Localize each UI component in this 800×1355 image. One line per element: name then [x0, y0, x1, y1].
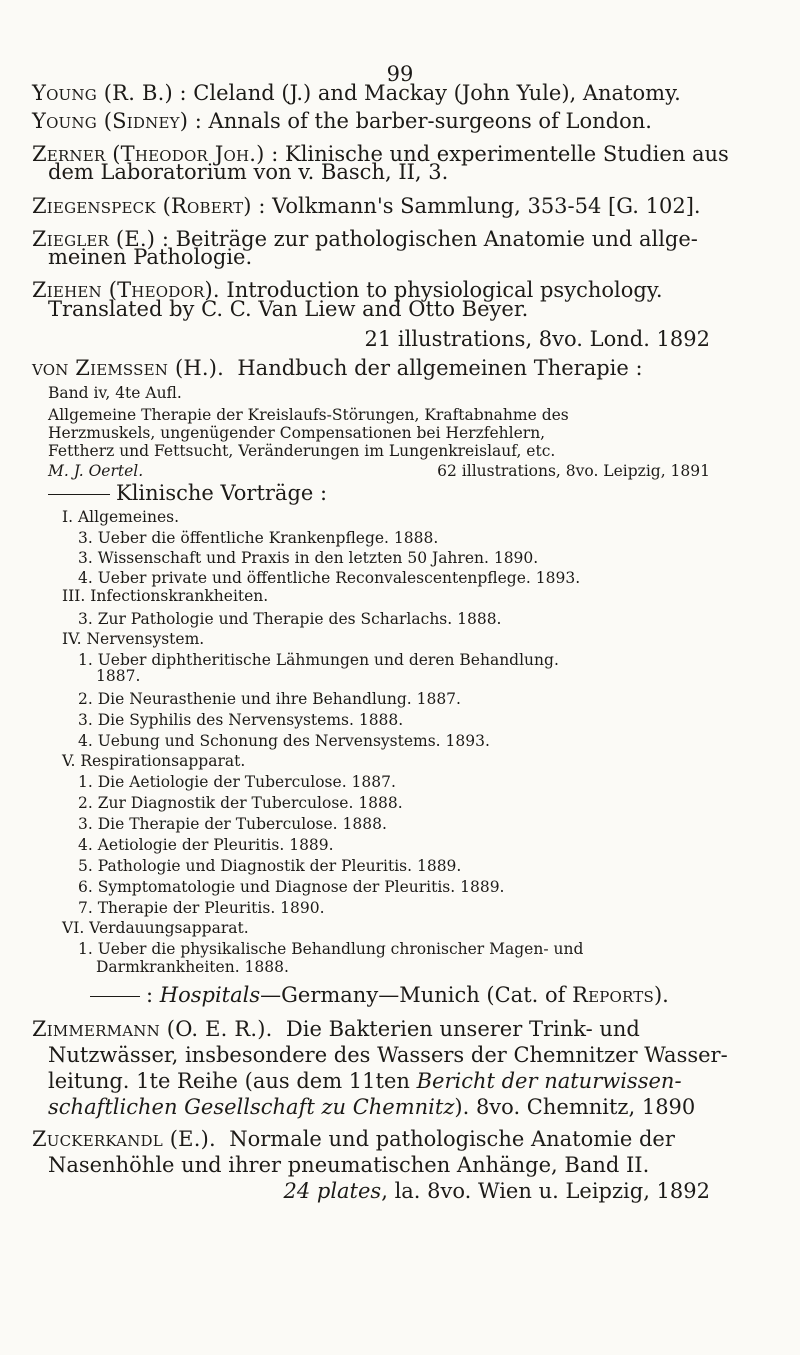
author-name: Ziegler (E.) [32, 227, 156, 251]
entry-ziemssen-imprint: 62 illustrations, 8vo. Leipzig, 1891 [437, 462, 710, 480]
contents-line: Fettherz und Fettsucht, Veränderungen im Lungenkreislauf, etc. [48, 442, 556, 460]
lecture-line: 5. Pathologie und Diagnostik der Pleuritis. 1889. [78, 857, 462, 875]
page-number: 99 [386, 62, 414, 86]
entry-text: : Klinische und experimentelle Studien aus [271, 142, 729, 166]
entry-text: Introduction to physiological psychology. [226, 278, 663, 302]
author-name: Zerner (Theodor Joh.) [32, 142, 265, 166]
section-heading: V. Respirationsapparat. [62, 752, 246, 770]
entry-ziehen-imprint [365, 326, 711, 352]
hospitals-entry: : Hospitals—Germany—Munich (Cat. of Reports). [90, 982, 669, 1008]
contents-line: Herzmuskels, ungenügender Compensationen bei Herzfehlern, [48, 424, 546, 442]
lecture-line: 4. Aetiologie der Pleuritis. 1889. [78, 836, 334, 854]
author-name: Zimmermann (O. E. R.). [32, 1017, 273, 1041]
series-title: schaftlichen Gesellschaft zu Chemnitz [48, 1095, 455, 1119]
entry-imprint: ). 8vo. Chemnitz, 1890 [454, 1095, 696, 1119]
lecture-line: 7. Therapie der Pleuritis. 1890. [78, 899, 325, 917]
lecture-line: 2. Die Neurasthenie und ihre Behandlung. 1887. [78, 690, 461, 708]
lecture-line: Darmkrankheiten. 1888. [96, 958, 289, 976]
entry-young-rb [32, 80, 681, 106]
section-heading: III. Infectionskrankheiten. [62, 587, 269, 605]
illustrations-count: 21 illustrations, 8vo. Lond. 1892 [364, 327, 710, 351]
lecture-line: 1. Ueber die physikalische Behandlung chronischer Magen- und [78, 940, 584, 958]
lecture-line: 3. Die Syphilis des Nervensystems. 1888. [78, 711, 404, 729]
ditto-rule [90, 996, 140, 997]
entry-ziegenspeck [32, 193, 701, 219]
entry-zuckerkandl-imprint: 24 plates, la. 8vo. Wien u. Leipzig, 1892 [283, 1179, 710, 1203]
volume-note: Band iv, 4te Aufl. [48, 384, 182, 402]
author-prefix: von [32, 356, 69, 380]
klinische-vortraege-heading: Klinische Vorträge : [48, 480, 327, 506]
entry-ziemssen [32, 355, 643, 381]
lecture-line: 6. Symptomatologie und Diagnose der Pleuritis. 1889. [78, 878, 505, 896]
section-heading: VI. Verdauungsapparat. [62, 919, 249, 937]
entry-text: leitung. 1te Reihe (aus dem 11ten Bericht der naturwissen- [48, 1069, 682, 1093]
author-name: Zuckerkandl (E.). [32, 1127, 216, 1151]
editor-name: M. J. Oertel. [48, 462, 144, 480]
author-name: Ziemssen (H.). [75, 356, 224, 380]
lecture-line: 3. Die Therapie der Tuberculose. 1888. [78, 815, 387, 833]
lecture-line: 3. Wissenschaft und Praxis in den letzten 50 Jahren. 1890. [78, 549, 539, 567]
lecture-line: 3. Zur Pathologie und Therapie des Scharlachs. 1888. [78, 610, 502, 628]
author-name: Young (R. B.) [32, 81, 173, 105]
entry-zuckerkandl: Zuckerkandl (E.). Normale und pathologische Anatomie der [32, 1127, 675, 1151]
entry-text [48, 1094, 695, 1120]
entry-text: Nutzwässer, insbesondere des Wassers der Chemnitzer Wasser- [48, 1043, 728, 1067]
entry-text: : Annals of the barber-surgeons of London. [194, 109, 652, 133]
ditto-rule [48, 494, 110, 495]
lecture-line: 1. Ueber diphtheritische Lähmungen und deren Behandlung. [78, 651, 559, 669]
section-heading: IV. Nervensystem. [62, 630, 205, 648]
lecture-line: 1887. [96, 667, 141, 685]
lecture-line: 3. Ueber die öffentliche Krankenpflege. 1888. [78, 529, 439, 547]
entry-ziegler-cont: meinen Pathologie. [48, 245, 253, 269]
author-name: Ziehen (Theodor). [32, 278, 220, 302]
contents-line: Allgemeine Therapie der Kreislaufs-Störungen, Kraftabnahme des [48, 406, 569, 424]
entry-zimmermann: Zimmermann (O. E. R.). Die Bakterien unserer Trink- und [32, 1017, 640, 1041]
hospitals-title: Hospitals [159, 983, 261, 1007]
lecture-line: 2. Zur Diagnostik der Tuberculose. 1888. [78, 794, 403, 812]
entry-text: : Beiträge zur pathologischen Anatomie und allge- [161, 227, 698, 251]
reports-label: Reports [572, 983, 654, 1007]
lecture-line: 4. Uebung und Schonung des Nervensystems. 1893. [78, 732, 490, 750]
entry-text: : Cleland (J.) and Mackay (John Yule), Anatomy. [179, 81, 681, 105]
entry-text: : Volkmann's Sammlung, 353-54 [G. 102]. [258, 194, 701, 218]
plates-count: 24 plates [283, 1179, 382, 1203]
entry-ziehen-cont: Translated by C. C. Van Liew and Otto Beyer. [48, 297, 529, 321]
entry-title: Handbuch der allgemeinen Therapie : [237, 356, 643, 380]
author-name: Young (Sidney) [32, 109, 189, 133]
section-heading: I. Allgemeines. [62, 508, 180, 526]
entry-text: Nasenhöhle und ihrer pneumatischen Anhänge, Band II. [48, 1153, 650, 1177]
entry-zerner-cont: dem Laboratorium von v. Basch, II, 3. [48, 160, 449, 184]
lecture-line: 1. Die Aetiologie der Tuberculose. 1887. [78, 773, 396, 791]
entry-young-sidney [32, 108, 652, 134]
lecture-line: 4. Ueber private und öffentliche Reconvalescentenpflege. 1893. [78, 569, 581, 587]
series-title: Bericht der naturwissen- [416, 1069, 682, 1093]
author-name: Ziegenspeck (Robert) [32, 194, 252, 218]
